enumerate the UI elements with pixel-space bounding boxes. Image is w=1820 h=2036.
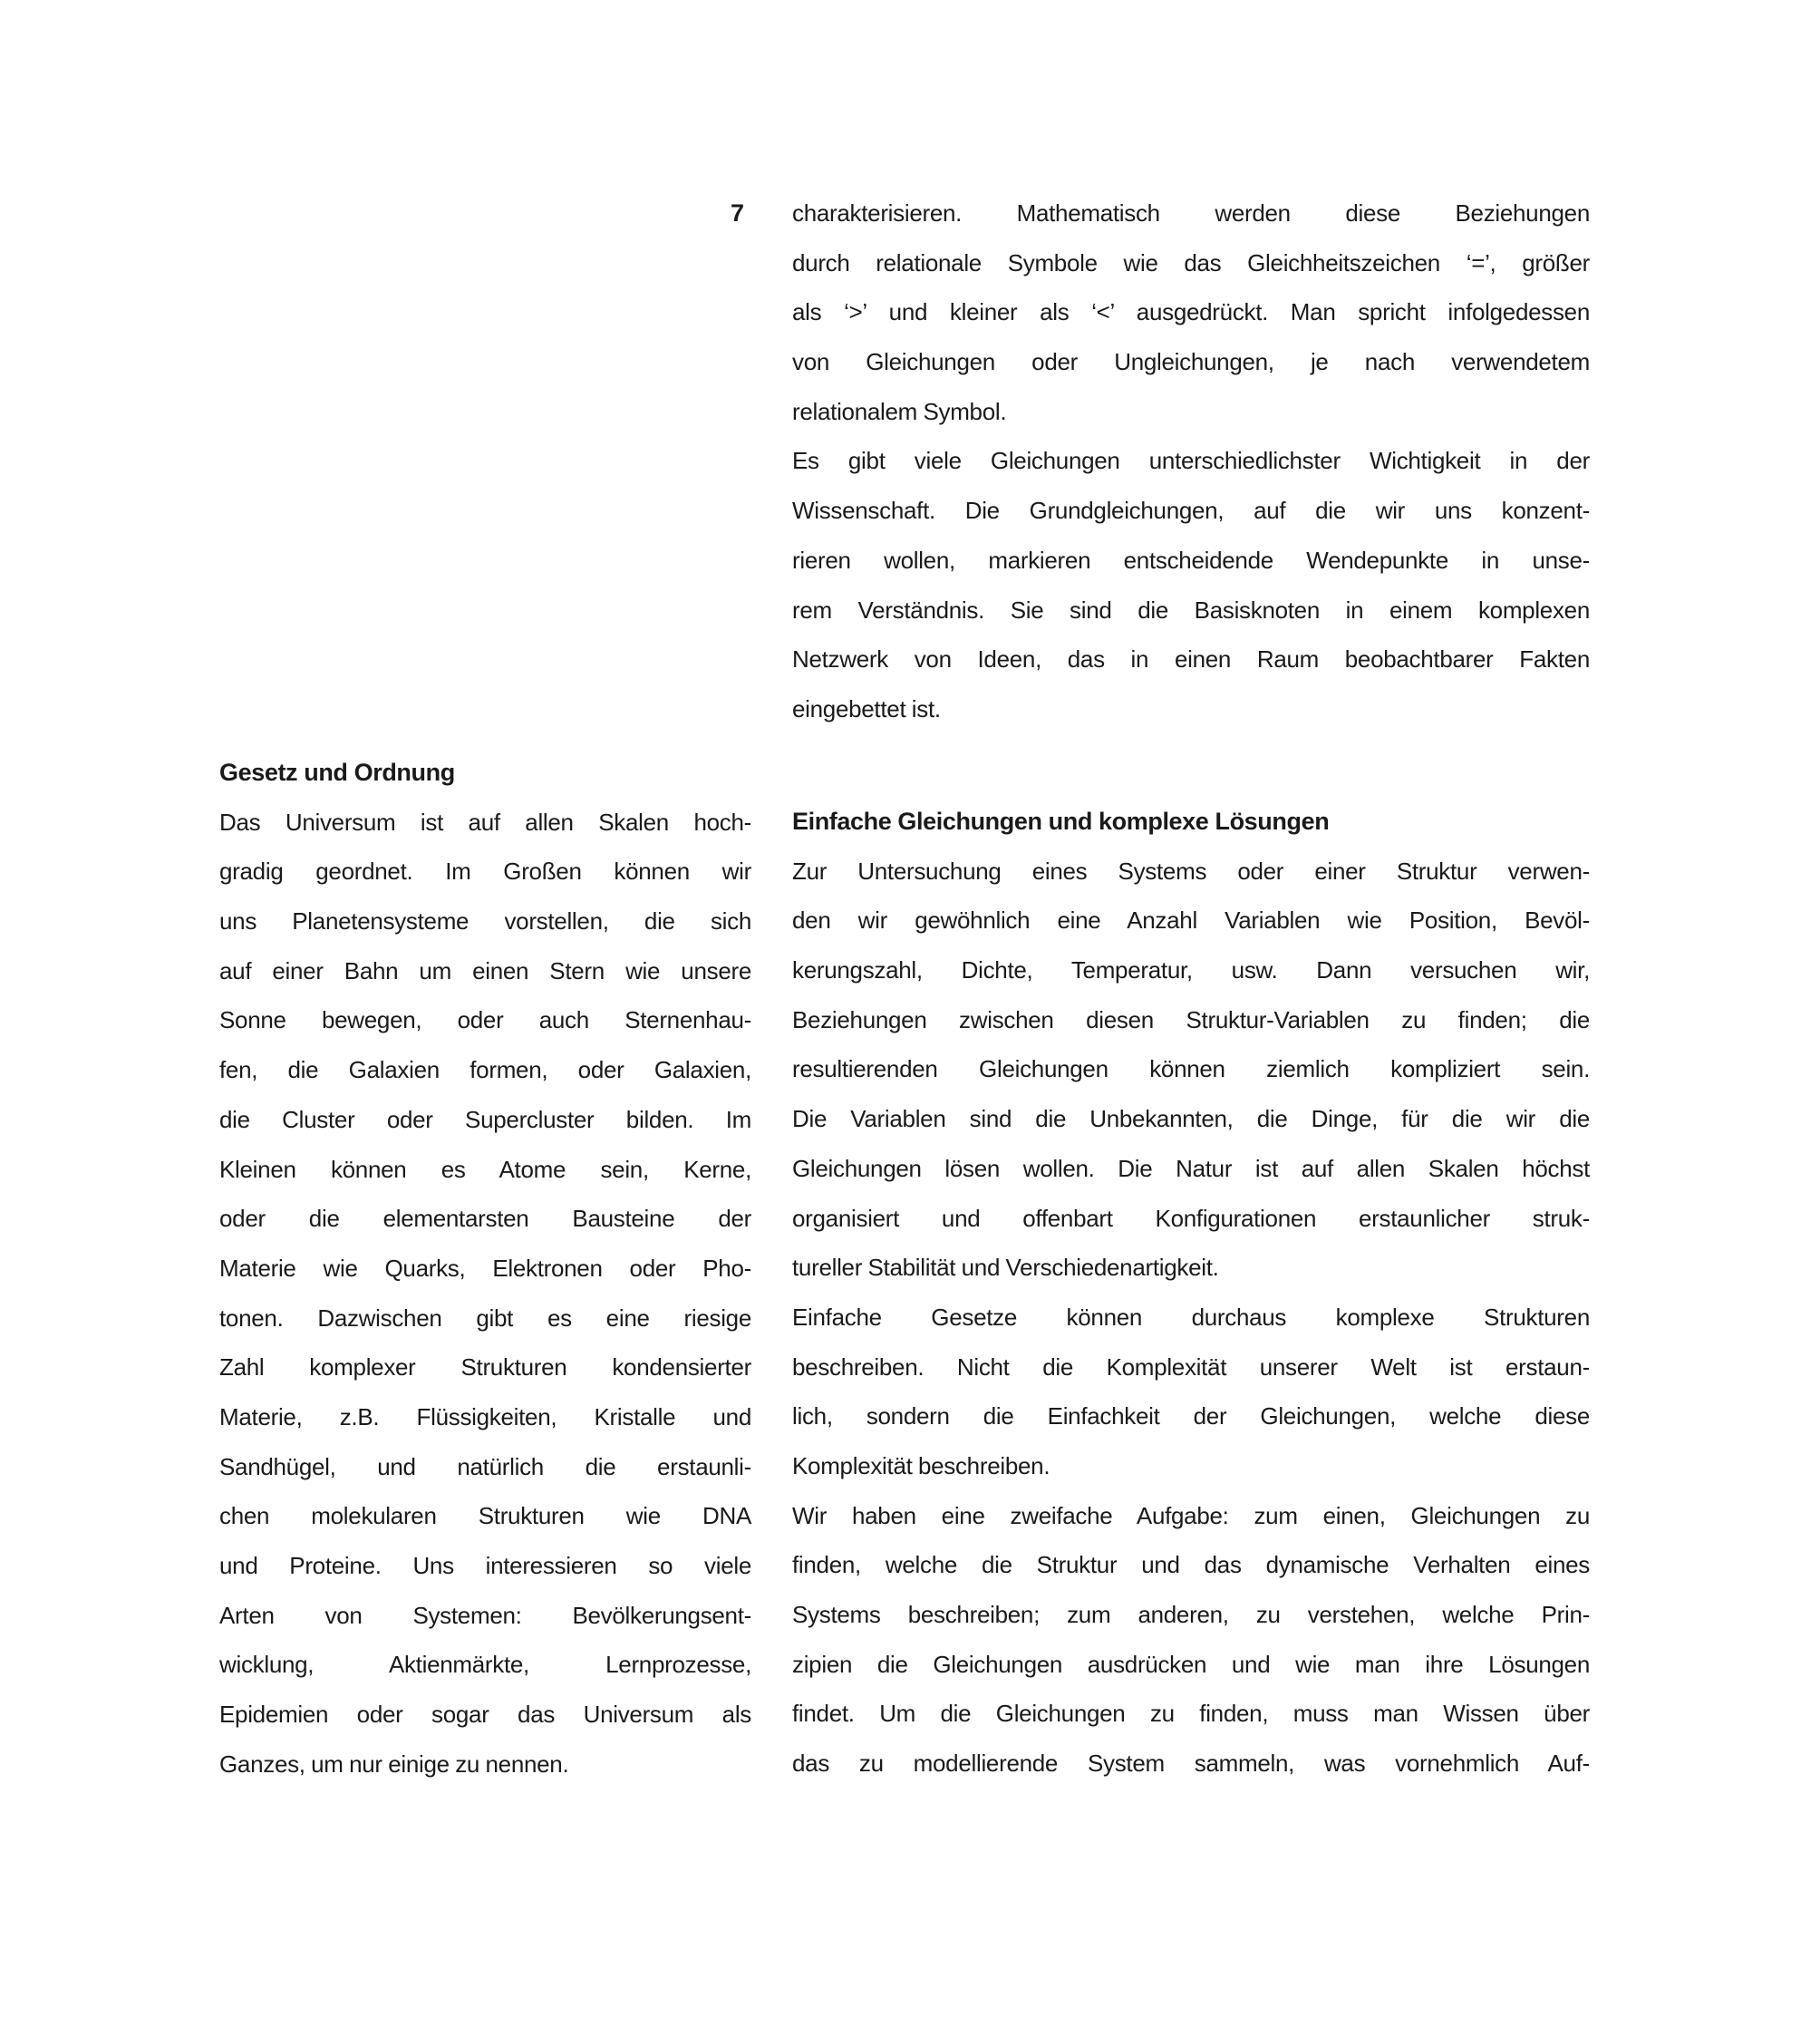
paragraph (792, 436, 1590, 733)
right-column-bottom (792, 797, 1590, 1789)
text-line: Materie wie Quarks, Elektronen oder Pho- (219, 1254, 751, 1282)
text-line: Kleinen können es Atome sein, Kerne, (219, 1155, 751, 1183)
text-line: charakterisieren. Mathematisch werden diese Beziehungen (792, 199, 1590, 227)
text-line: lich, sondern die Einfachkeit der Gleichungen, welche diese (792, 1402, 1590, 1430)
text-line: finden, welche die Struktur und das dynamische Verhalten eines (792, 1551, 1590, 1579)
text-line: oder die elementarsten Bausteine der (219, 1205, 751, 1233)
text-line: Einfache Gesetze können durchaus komplexe Strukturen (792, 1303, 1590, 1331)
text-line: Das Universum ist auf allen Skalen hoch- (219, 808, 751, 836)
text-line: Sonne bewegen, oder auch Sternenhau- (219, 1006, 751, 1034)
text-line: Die Variablen sind die Unbekannten, die Dinge, für die wir die (792, 1105, 1590, 1133)
text-line: den wir gewöhnlich eine Anzahl Variablen wie Position, Bevöl- (792, 907, 1590, 935)
text-line: Epidemien oder sogar das Universum als (219, 1701, 751, 1729)
text-line: Systems beschreiben; zum anderen, zu verstehen, welche Prin- (792, 1601, 1590, 1628)
right-column-top (792, 189, 1590, 734)
text-line: kerungszahl, Dichte, Temperatur, usw. Dann versuchen wir, (792, 956, 1590, 984)
text-line: tonen. Dazwischen gibt es eine riesige (219, 1304, 751, 1332)
text-line: eingebettet ist. (792, 694, 941, 722)
text-line: Beziehungen zwischen diesen Struktur-Variablen zu finden; die (792, 1005, 1590, 1033)
text-line: auf einer Bahn um einen Stern wie unsere (219, 956, 751, 984)
text-line: resultierenden Gleichungen können ziemlich kompliziert sein. (792, 1055, 1590, 1083)
left-column (219, 748, 751, 1789)
text-line: Komplexität beschreiben. (792, 1451, 1050, 1479)
text-line: Materie, z.B. Flüssigkeiten, Kristalle und (219, 1402, 751, 1430)
text-line: tureller Stabilität und Verschiedenartigkeit. (792, 1254, 1219, 1282)
section-heading: Gesetz und Ordnung (219, 759, 455, 786)
text-line: von Gleichungen oder Ungleichungen, je nach verwendetem (792, 348, 1590, 376)
text-line: chen molekularen Strukturen wie DNA (219, 1502, 751, 1530)
text-line: beschreiben. Nicht die Komplexität unserer Welt ist erstaun- (792, 1352, 1590, 1381)
text-line: Ganzes, um nur einige zu nennen. (219, 1750, 569, 1778)
text-line: durch relationale Symbole wie das Gleichheitszeichen ‘=’, größer (792, 248, 1590, 276)
text-line: das zu modellierende System sammeln, was vornehmlich Auf- (792, 1750, 1590, 1778)
text-line: zipien die Gleichungen ausdrücken und wie man ihre Lösungen (792, 1650, 1590, 1678)
text-line: fen, die Galaxien formen, oder Galaxien, (219, 1056, 751, 1084)
text-line: die Cluster oder Supercluster bilden. Im (219, 1105, 751, 1133)
text-line: Netzwerk von Ideen, das in einen Raum beobachtbarer Fakten (792, 645, 1590, 674)
paragraph (792, 1293, 1590, 1491)
paragraph (792, 847, 1590, 1293)
text-line: Zahl komplexer Strukturen kondensierter (219, 1353, 751, 1382)
text-line: Zur Untersuchung eines Systems oder einer Struktur verwen- (792, 857, 1590, 885)
text-line: uns Planetensysteme vorstellen, die sich (219, 907, 751, 936)
text-line: Wir haben eine zweifache Aufgabe: zum einen, Gleichungen zu (792, 1501, 1590, 1529)
text-line: relationalem Symbol. (792, 397, 1007, 425)
text-line: wicklung, Aktienmärkte, Lernprozesse, (219, 1651, 751, 1679)
text-line: Gleichungen lösen wollen. Die Natur ist auf allen Skalen höchst (792, 1154, 1590, 1182)
text-line: Sandhügel, und natürlich die erstaunli- (219, 1452, 751, 1480)
text-line: rieren wollen, markieren entscheidende Wendepunkte in unse- (792, 546, 1590, 574)
text-line: findet. Um die Gleichungen zu finden, muss man Wissen über (792, 1700, 1590, 1728)
paragraph (792, 189, 1590, 436)
section-heading: Einfache Gleichungen und komplexe Lösungen (792, 808, 1330, 835)
text-line: gradig geordnet. Im Großen können wir (219, 858, 751, 886)
text-line: Es gibt viele Gleichungen unterschiedlichster Wichtigkeit in der (792, 447, 1590, 475)
paragraph (219, 798, 751, 1789)
text-line: Wissenschaft. Die Grundgleichungen, auf die wir uns konzent- (792, 497, 1590, 525)
text-line: Arten von Systemen: Bevölkerungsent- (219, 1601, 751, 1629)
text-line: rem Verständnis. Sie sind die Basisknoten in einem komplexen (792, 596, 1590, 624)
text-line: organisiert und offenbart Konfigurationen erstaunlicher struk- (792, 1204, 1590, 1232)
text-line: und Proteine. Uns interessieren so viele (219, 1552, 751, 1579)
text-line: als ‘>’ und kleiner als ‘<’ ausgedrückt. Man spricht infolgedessen (792, 298, 1590, 326)
page-number: 7 (731, 199, 745, 227)
paragraph (792, 1491, 1590, 1789)
